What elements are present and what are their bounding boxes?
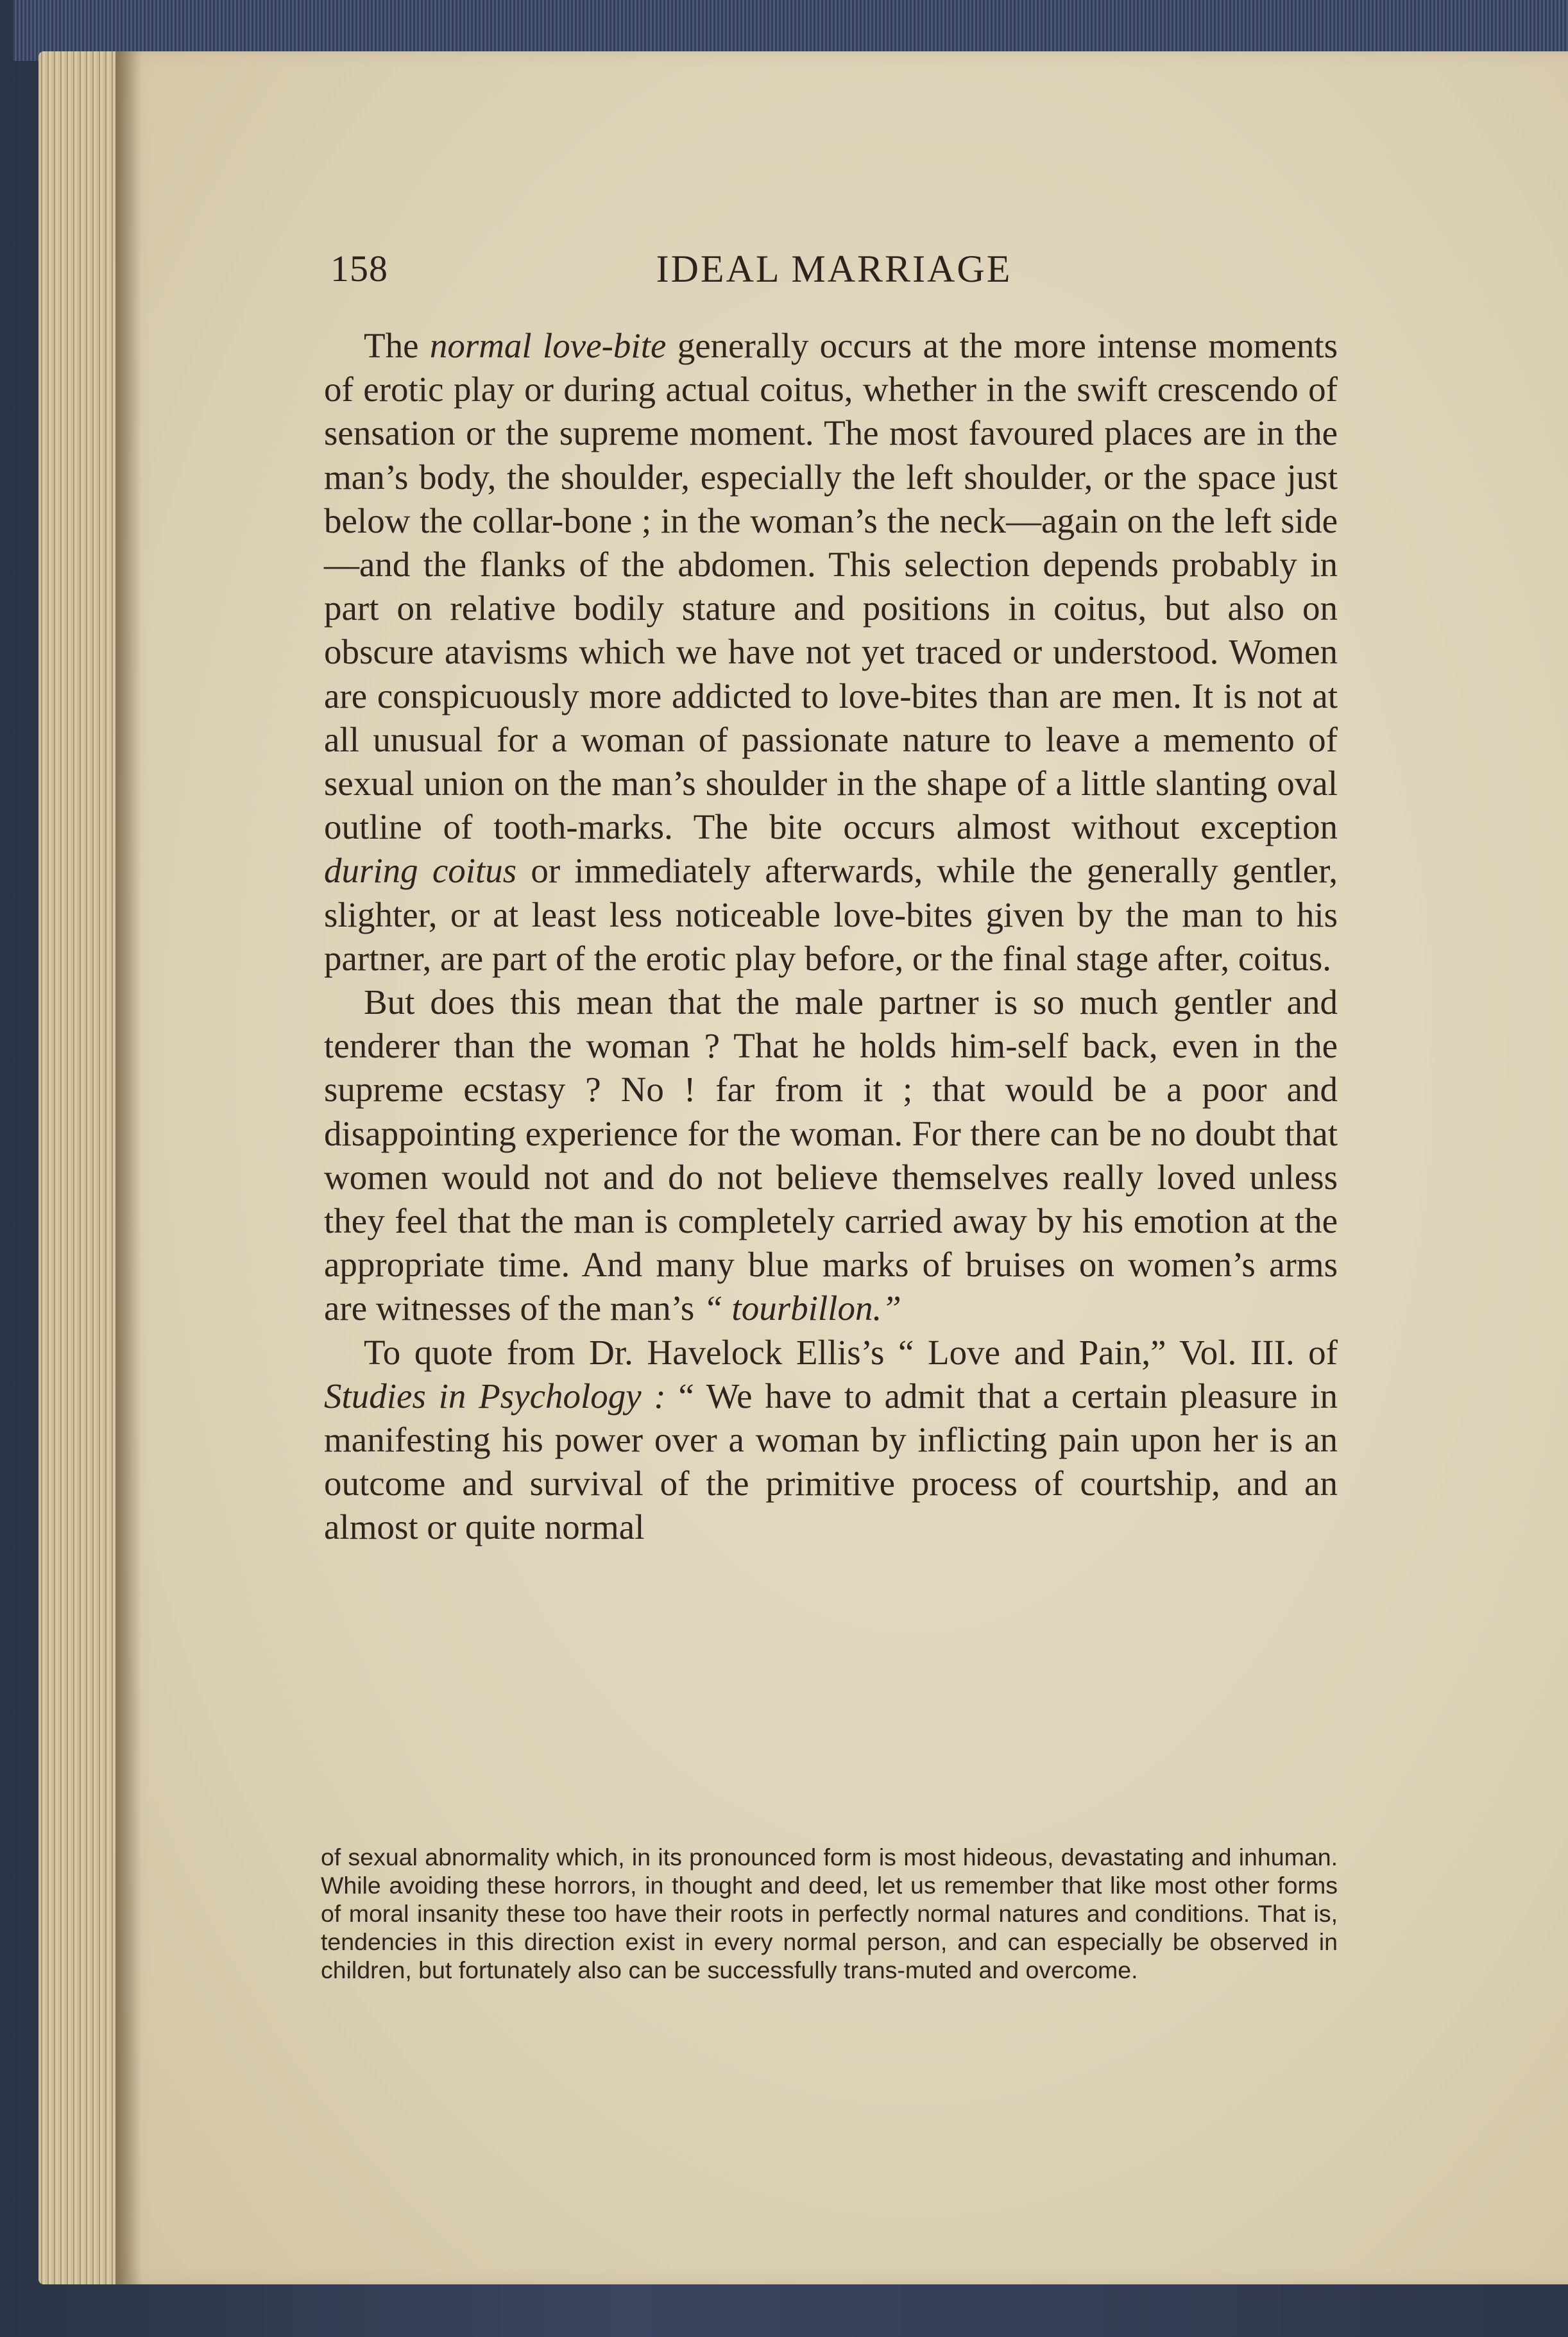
- text-run-italic: normal love-bite: [429, 326, 667, 365]
- text-run: The: [364, 326, 430, 365]
- text-run: or immediately afterwards, while the generally gentler, slighter, or at least less noticeable love-bites given by the man to his partner, are part of the erotic play before, or the final stage after, coitus.: [324, 851, 1338, 978]
- text-run: generally occurs at the more intense moments of erotic play or during actual coitus, whether in the swift crescendo of sensation or the supreme moment. The most favoured places are in the man’s body, the shoulder, especially the left shoulder, or the space just below the collar-bone ; in the woman’s the neck—again on the left side—and the flanks of the abdomen. This selection depends probably in part on relative bodily stature and positions in coitus, but also on obscure atavisms which we have not yet traced or understood. Women are conspicuously more addicted to love-bites than are men. It is not at all unusual for a woman of passionate nature to leave a memento of sexual union on the man’s shoulder in the shape of a little slanting oval outline of tooth-marks. The bite occurs almost without exception: [324, 326, 1338, 847]
- footnote: [321, 1843, 1338, 1984]
- page-number: 158: [330, 248, 388, 289]
- footnote-text: of sexual abnormality which, in its pronounced form is most hideous, devastating and inhuman. While avoiding these horrors, in thought and deed, let us remember that like most other forms of moral insanity these too have their roots in perfectly normal natures and conditions. That is, tendencies in this direction exist in every normal person, and can especially be observed in children, but fortunately also can be successfully trans-muted and overcome.: [321, 1844, 1338, 1983]
- paragraph: [324, 980, 1338, 1331]
- running-head: [330, 247, 1338, 305]
- text-run-italic: during coitus: [324, 851, 517, 891]
- text-run: “ We have to admit that a certain pleasure in manifesting his power over a woman by inflicting pain upon her is an outcome and survival of the primitive process of courtship, and an almost or quite normal: [324, 1376, 1338, 1547]
- text-run: But does this mean that the male partner is so much gentler and tenderer than the woman ? That he holds him-self back, even in the supreme ecstasy ? No ! far from it ; that would be a poor and disappointing experience for the woman. For there can be no doubt that women would not and do not believe themselves really loved unless they feel that the man is completely carried away by his emotion at the appropriate time. And many blue marks of bruises on women’s arms are witnesses of the man’s: [324, 982, 1338, 1328]
- text-run-italic: “ tourbillon.”: [703, 1288, 901, 1328]
- paragraph: [324, 324, 1338, 980]
- text-run-italic: Studies in Psychology :: [324, 1376, 666, 1416]
- text-run: To quote from Dr. Havelock Ellis’s “ Love and Pain,” Vol. III. of: [364, 1332, 1338, 1372]
- body-text: [324, 324, 1338, 1550]
- page-title: IDEAL MARRIAGE: [656, 248, 1012, 290]
- gutter-shadow: [115, 51, 141, 2284]
- paragraph: [324, 1331, 1338, 1550]
